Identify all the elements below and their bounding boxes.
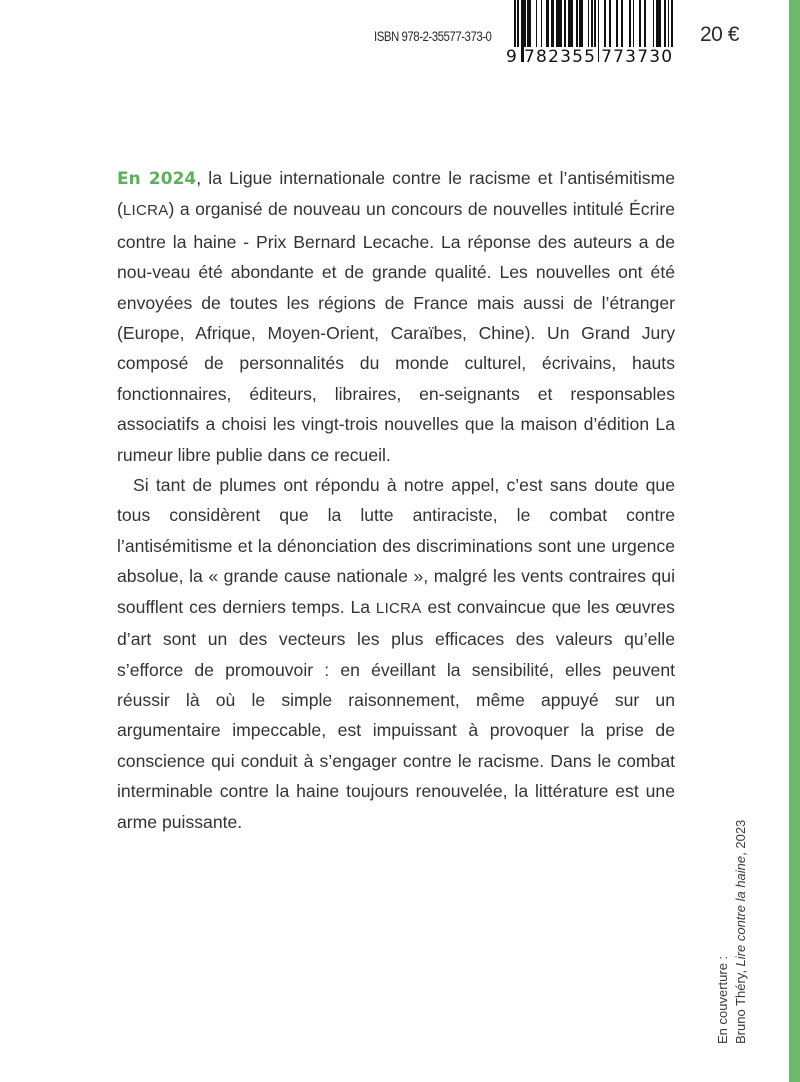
barcode-digits bbox=[506, 47, 673, 67]
green-spine-stripe bbox=[789, 0, 800, 1082]
cover-credit-line bbox=[732, 820, 750, 1044]
cover-artist: Bruno Théry, bbox=[733, 966, 748, 1044]
cover-artwork-title: Lire contre la haine bbox=[733, 855, 748, 967]
lead-year: En 2024 bbox=[117, 169, 197, 189]
back-cover-text bbox=[117, 163, 675, 837]
paragraph-1-part-2: ) a organisé de nouveau un concours de nouvelles intitulé Écrire contre la haine - Prix Bernard Lecache. La réponse des auteurs a de nou-veau été abondante et de grande qualité. Les nouvelles ont été envoyées de toutes les régions de France mais aussi de l’étranger (Europe, Afrique, Moyen-Orient, Caraïbes, Chine). Un Grand Jury composé de personnalités du monde culturel, écrivains, hauts fonctionnaires, éditeurs, libraires, en-seignants et responsables associatifs a choisi les vingt-trois nouvelles que la maison d’édition La rumeur libre publie dans ce recueil. bbox=[117, 199, 675, 465]
barcode-group-2: 773730 bbox=[601, 47, 674, 67]
paragraph-2-part-2: est convaincue que les œuvres d’art sont un des vecteurs les plus efficaces des valeurs qu’elle s’efforce de promouvoir : en éveillant la sensibilité, elles peuvent réussir là où le simple raisonnement, même appuyé sur un argumentaire impeccable, est impuissant à provoquer la prise de conscience qui conduit à s’engager contre le racisme. Dans le combat interminable contre la haine toujours renouvelée, la littérature est une arme puissante. bbox=[117, 596, 675, 832]
paragraph-2-part-1: Si tant de plumes ont répondu à notre appel, c’est sans doute que tous considèrent que la lutte antiraciste, le combat contre l’antisémitisme et la dénonciation des discriminations sont une urgence absolue, la « grande cause nationale », malgré les vents contraires qui soufflent ces derniers temps. La bbox=[117, 475, 675, 617]
isbn-barcode bbox=[506, 0, 674, 70]
price-label: 20 € bbox=[700, 23, 739, 46]
isbn-label: ISBN 978-2-35577-373-0 bbox=[374, 28, 492, 44]
barcode-first-digit: 9 bbox=[506, 47, 519, 67]
paragraph-1 bbox=[117, 163, 675, 470]
licra-acronym: LICRA bbox=[375, 599, 422, 617]
cover-credit-label: En couverture : bbox=[715, 955, 730, 1044]
licra-acronym: LICRA bbox=[122, 202, 169, 220]
paragraph-1-part-1: , la Ligue internationale contre le racisme et l’antisémitisme ( bbox=[117, 168, 676, 220]
cover-credit bbox=[714, 820, 750, 1044]
barcode-group-1: 782355 bbox=[524, 47, 597, 67]
paragraph-2 bbox=[117, 470, 675, 837]
cover-artwork-year: , 2023 bbox=[733, 819, 748, 856]
